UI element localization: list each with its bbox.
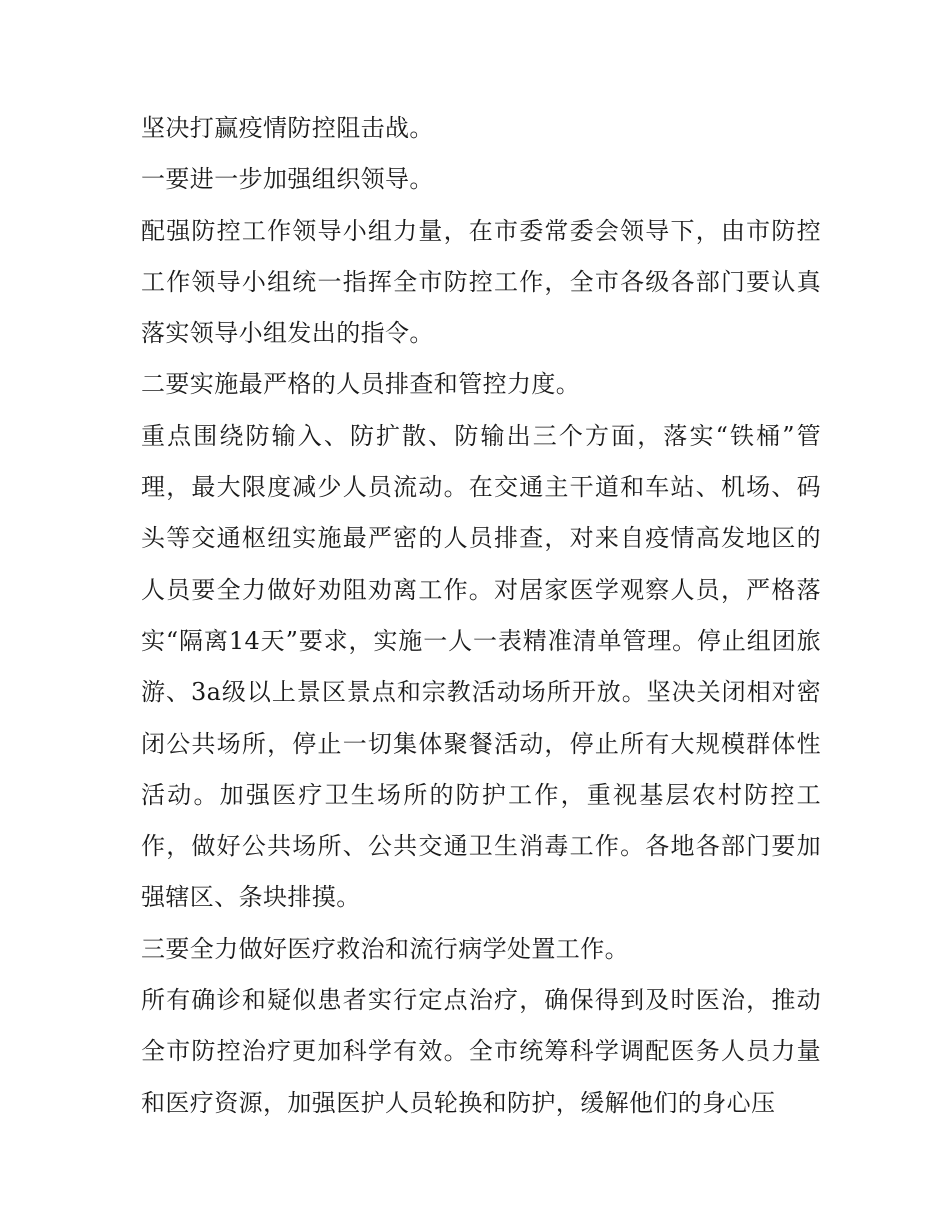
paragraph-section-2-title: 二要实施最严格的人员排查和管控力度。 <box>141 370 581 399</box>
document-body <box>141 103 821 1129</box>
paragraph-section-1-body: 配强防控工作领导小组力量，在市委常委会领导下，由市防控工作领导小组统一指挥全市防控工作，全市各级各部门要认真落实领导小组发出的指令。 <box>141 216 821 348</box>
paragraph-section-1-title: 一要进一步加强组织领导。 <box>141 165 434 194</box>
paragraph-section-3-body: 所有确诊和疑似患者实行定点治疗，确保得到及时医治，推动全市防控治疗更加科学有效。全市统筹科学调配医务人员力量和医疗资源，加强医护人员轮换和防护，缓解他们的身心压 <box>141 986 821 1117</box>
paragraph-section-3-title: 三要全力做好医疗救治和流行病学处置工作。 <box>141 934 629 963</box>
paragraph-section-2-body: 重点围绕防输入、防扩散、防输出三个方面，落实“铁桶”管理，最大限度减少人员流动。在交通主干道和车站、机场、码头等交通枢纽实施最严密的人员排查，对来自疫情高发地区的人员要全力做好劝阻劝离工作。对居家医学观察人员，严格落实“隔离14天”要求，实施一人一表精准清单管理。停止组团旅游、3a级以上景区景点和宗教活动场所开放。坚决关闭相对密闭公共场所，停止一切集体聚餐活动，停止所有大规模群体性活动。加强医疗卫生场所的防护工作，重视基层农村防控工作，做好公共场所、公共交通卫生消毒工作。各地各部门要加强辖区、条块排摸。 <box>141 421 821 912</box>
paragraph-heading: 坚决打赢疫情防控阻击战。 <box>141 114 434 142</box>
